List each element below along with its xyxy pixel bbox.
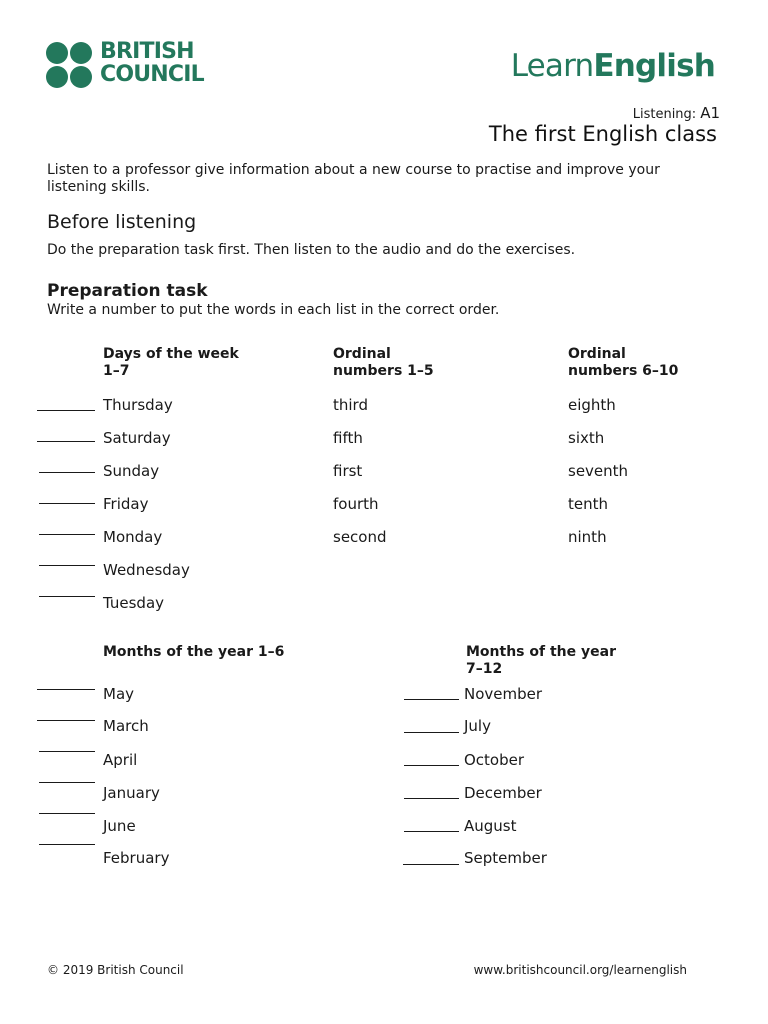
list-item: Wednesday (103, 561, 190, 579)
level-indicator (633, 104, 720, 122)
list-item: ninth (568, 528, 607, 546)
list-item: third (333, 396, 368, 414)
list-item: second (333, 528, 387, 546)
list-item: Thursday (103, 396, 173, 414)
list-item: November (464, 685, 543, 703)
british-council-wordmark: BRITISH COUNCIL (100, 39, 204, 87)
list-item: October (464, 751, 525, 769)
answer-blank-thursday[interactable] (37, 410, 95, 411)
level-label: Listening: (632, 107, 697, 122)
list-item: first (333, 462, 363, 480)
answer-blank-july[interactable] (404, 732, 459, 733)
answer-blank-august[interactable] (404, 831, 459, 832)
months-7-12-heading: Months of the year 7–12 (466, 644, 616, 677)
list-item: fourth (333, 495, 379, 513)
list-item: December (464, 784, 542, 802)
list-item: eighth (568, 396, 616, 414)
list-item: January (103, 784, 160, 802)
list-item: fifth (333, 429, 363, 447)
preparation-task-instruction: Write a number to put the words in each list in the correct order. (47, 302, 500, 318)
answer-blank-november[interactable] (404, 699, 459, 700)
answer-blank-march[interactable] (37, 720, 95, 721)
answer-blank-sunday[interactable] (39, 472, 95, 473)
preparation-task-heading: Preparation task (47, 281, 208, 301)
list-item: tenth (568, 495, 609, 513)
before-listening-instruction: Do the preparation task first. Then listen to the audio and do the exercises. (47, 242, 576, 258)
days-list-heading: Days of the week 1–7 (103, 346, 239, 379)
intro-text: Listen to a professor give information about a new course to practise and improve your listening skills. (47, 162, 660, 195)
level-value: A1 (700, 104, 720, 122)
answer-blank-february[interactable] (39, 844, 95, 845)
answer-blank-monday[interactable] (39, 534, 95, 535)
list-item: August (464, 817, 517, 835)
answer-blank-january[interactable] (39, 782, 95, 783)
page-title: The first English class (488, 122, 717, 146)
answer-blank-may[interactable] (37, 689, 95, 690)
british-council-dots-icon (46, 42, 94, 88)
list-item: May (103, 685, 135, 703)
answer-blank-april[interactable] (39, 751, 95, 752)
list-item: Monday (103, 528, 163, 546)
answer-blank-december[interactable] (404, 798, 459, 799)
answer-blank-friday[interactable] (39, 503, 95, 504)
list-item: June (103, 817, 136, 835)
ordinals-1-5-heading: Ordinal numbers 1–5 (333, 346, 434, 379)
ordinals-6-10-heading: Ordinal numbers 6–10 (568, 346, 679, 379)
list-item: Sunday (103, 462, 160, 480)
list-item: September (464, 849, 547, 867)
answer-blank-september[interactable] (403, 864, 459, 865)
copyright-notice: © 2019 British Council (47, 963, 184, 977)
answer-blank-june[interactable] (39, 813, 95, 814)
learnenglish-logo: LearnEnglish (510, 48, 715, 84)
list-item: sixth (568, 429, 605, 447)
answer-blank-wednesday[interactable] (39, 565, 95, 566)
months-1-6-heading: Months of the year 1–6 (103, 644, 285, 660)
before-listening-heading: Before listening (47, 211, 197, 233)
list-item: Saturday (103, 429, 171, 447)
footer-url-link[interactable]: www.britishcouncil.org/learnenglish (473, 963, 687, 977)
list-item: Friday (103, 495, 149, 513)
list-item: February (103, 849, 170, 867)
list-item: July (464, 717, 491, 735)
answer-blank-tuesday[interactable] (39, 596, 95, 597)
list-item: April (103, 751, 138, 769)
answer-blank-october[interactable] (404, 765, 459, 766)
british-council-logo (46, 39, 216, 90)
answer-blank-saturday[interactable] (37, 441, 95, 442)
list-item: March (103, 717, 149, 735)
list-item: seventh (568, 462, 629, 480)
list-item: Tuesday (103, 594, 165, 612)
